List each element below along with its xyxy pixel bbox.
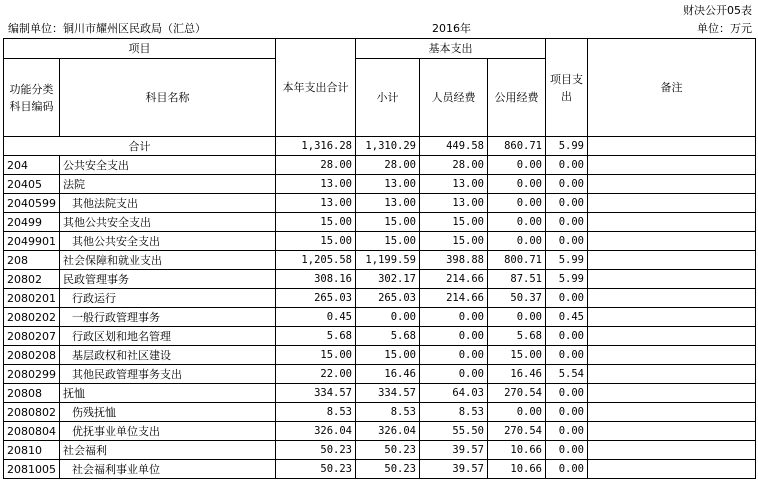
total-cell: 1,316.28 (276, 137, 356, 156)
remarks-cell (588, 175, 756, 194)
remarks-cell (588, 194, 756, 213)
remarks-cell (588, 422, 756, 441)
currency-unit: 单位：万元 (697, 22, 752, 35)
project-cell: 0.00 (546, 384, 588, 403)
public-cell: 16.46 (488, 365, 546, 384)
table-row (4, 460, 756, 479)
total-cell: 13.00 (276, 175, 356, 194)
report-year: 2016年 (432, 22, 471, 35)
subtotal-cell: 265.03 (356, 289, 420, 308)
header-project: 项目 (4, 39, 276, 59)
remarks-cell (588, 308, 756, 327)
subtotal-cell: 302.17 (356, 270, 420, 289)
code-cell: 20499 (4, 213, 60, 232)
personnel-cell: 0.00 (420, 308, 488, 327)
remarks-cell (588, 346, 756, 365)
table-row (4, 270, 756, 289)
personnel-cell: 39.57 (420, 460, 488, 479)
subtotal-cell: 50.23 (356, 460, 420, 479)
subject-name-cell: 其他公共安全支出 (60, 213, 276, 232)
project-cell: 5.99 (546, 270, 588, 289)
final-accounts-table (3, 38, 756, 479)
total-cell: 13.00 (276, 194, 356, 213)
code-cell: 2040599 (4, 194, 60, 213)
public-cell: 5.68 (488, 327, 546, 346)
total-label: 合计 (4, 137, 276, 156)
personnel-cell: 449.58 (420, 137, 488, 156)
code-cell: 2080208 (4, 346, 60, 365)
project-cell: 0.00 (546, 346, 588, 365)
personnel-cell: 64.03 (420, 384, 488, 403)
project-cell: 0.00 (546, 441, 588, 460)
subject-name-cell: 伤残抚恤 (60, 403, 276, 422)
subtotal-cell: 8.53 (356, 403, 420, 422)
total-cell: 50.23 (276, 460, 356, 479)
project-cell: 5.54 (546, 365, 588, 384)
total-cell: 334.57 (276, 384, 356, 403)
subtotal-cell: 334.57 (356, 384, 420, 403)
total-cell: 326.04 (276, 422, 356, 441)
personnel-cell: 0.00 (420, 365, 488, 384)
public-cell: 50.37 (488, 289, 546, 308)
subtotal-cell: 28.00 (356, 156, 420, 175)
code-cell: 208 (4, 251, 60, 270)
public-cell: 10.66 (488, 441, 546, 460)
project-cell: 0.00 (546, 194, 588, 213)
header-public: 公用经费 (488, 59, 546, 137)
table-row (4, 346, 756, 365)
code-cell: 20808 (4, 384, 60, 403)
subject-name-cell: 法院 (60, 175, 276, 194)
code-cell: 2049901 (4, 232, 60, 251)
personnel-cell: 39.57 (420, 441, 488, 460)
subtotal-cell: 13.00 (356, 194, 420, 213)
public-cell: 0.00 (488, 156, 546, 175)
code-cell: 2080802 (4, 403, 60, 422)
public-cell: 10.66 (488, 460, 546, 479)
project-cell: 0.00 (546, 403, 588, 422)
public-cell: 0.00 (488, 194, 546, 213)
table-row (4, 194, 756, 213)
subject-name-cell: 优抚事业单位支出 (60, 422, 276, 441)
subtotal-cell: 1,199.59 (356, 251, 420, 270)
table-row (4, 232, 756, 251)
code-cell: 2080201 (4, 289, 60, 308)
code-cell: 2080804 (4, 422, 60, 441)
code-cell: 2080207 (4, 327, 60, 346)
code-cell: 2080299 (4, 365, 60, 384)
subtotal-cell: 0.00 (356, 308, 420, 327)
remarks-cell (588, 156, 756, 175)
subtotal-cell: 15.00 (356, 213, 420, 232)
code-cell: 2081005 (4, 460, 60, 479)
subject-name-cell: 抚恤 (60, 384, 276, 403)
public-cell: 800.71 (488, 251, 546, 270)
personnel-cell: 13.00 (420, 175, 488, 194)
project-cell: 0.00 (546, 327, 588, 346)
table-row (4, 441, 756, 460)
total-cell: 308.16 (276, 270, 356, 289)
total-cell: 50.23 (276, 441, 356, 460)
subtotal-cell: 15.00 (356, 232, 420, 251)
subject-name-cell: 其他民政管理事务支出 (60, 365, 276, 384)
header-total: 本年支出合计 (276, 39, 356, 137)
total-row (4, 137, 756, 156)
public-cell: 860.71 (488, 137, 546, 156)
subtotal-cell: 1,310.29 (356, 137, 420, 156)
subtotal-cell: 5.68 (356, 327, 420, 346)
remarks-cell (588, 251, 756, 270)
project-cell: 0.00 (546, 460, 588, 479)
compiling-unit: 编制单位：铜川市耀州区民政局（汇总） (8, 22, 206, 35)
form-id: 财决公开05表 (683, 4, 752, 17)
personnel-cell: 398.88 (420, 251, 488, 270)
public-cell: 0.00 (488, 308, 546, 327)
code-cell: 20802 (4, 270, 60, 289)
total-cell: 15.00 (276, 346, 356, 365)
subject-name-cell: 社会保障和就业支出 (60, 251, 276, 270)
remarks-cell (588, 213, 756, 232)
remarks-cell (588, 441, 756, 460)
header-subtotal: 小计 (356, 59, 420, 137)
code-cell: 2080202 (4, 308, 60, 327)
subject-name-cell: 其他公共安全支出 (60, 232, 276, 251)
subject-name-cell: 公共安全支出 (60, 156, 276, 175)
public-cell: 0.00 (488, 175, 546, 194)
remarks-cell (588, 365, 756, 384)
public-cell: 270.54 (488, 384, 546, 403)
subject-name-cell: 行政区划和地名管理 (60, 327, 276, 346)
public-cell: 87.51 (488, 270, 546, 289)
project-cell: 0.00 (546, 213, 588, 232)
remarks-cell (588, 460, 756, 479)
personnel-cell: 15.00 (420, 213, 488, 232)
total-cell: 0.45 (276, 308, 356, 327)
project-cell: 5.99 (546, 137, 588, 156)
subject-name-cell: 其他法院支出 (60, 194, 276, 213)
total-cell: 5.68 (276, 327, 356, 346)
header-personnel: 人员经费 (420, 59, 488, 137)
table-row (4, 251, 756, 270)
personnel-cell: 15.00 (420, 232, 488, 251)
subtotal-cell: 16.46 (356, 365, 420, 384)
project-cell: 0.00 (546, 232, 588, 251)
personnel-cell: 0.00 (420, 327, 488, 346)
personnel-cell: 8.53 (420, 403, 488, 422)
personnel-cell: 55.50 (420, 422, 488, 441)
table-row (4, 156, 756, 175)
header-project-expense: 项目支出 (546, 39, 588, 137)
public-cell: 0.00 (488, 232, 546, 251)
code-cell: 20405 (4, 175, 60, 194)
subtotal-cell: 15.00 (356, 346, 420, 365)
subtotal-cell: 50.23 (356, 441, 420, 460)
code-cell: 204 (4, 156, 60, 175)
project-cell: 0.00 (546, 175, 588, 194)
remarks-cell (588, 403, 756, 422)
subtotal-cell: 326.04 (356, 422, 420, 441)
public-cell: 270.54 (488, 422, 546, 441)
public-cell: 0.00 (488, 403, 546, 422)
table-row (4, 327, 756, 346)
remarks-cell (588, 384, 756, 403)
project-cell: 5.99 (546, 251, 588, 270)
personnel-cell: 28.00 (420, 156, 488, 175)
project-cell: 0.00 (546, 422, 588, 441)
subject-name-cell: 社会福利 (60, 441, 276, 460)
remarks-cell (588, 327, 756, 346)
total-cell: 265.03 (276, 289, 356, 308)
project-cell: 0.00 (546, 289, 588, 308)
personnel-cell: 0.00 (420, 346, 488, 365)
total-cell: 22.00 (276, 365, 356, 384)
remarks-cell (588, 270, 756, 289)
table-row (4, 175, 756, 194)
header-remarks: 备注 (588, 39, 756, 137)
table-row (4, 289, 756, 308)
subject-name-cell: 一般行政管理事务 (60, 308, 276, 327)
total-cell: 15.00 (276, 232, 356, 251)
table-row (4, 365, 756, 384)
total-cell: 1,205.58 (276, 251, 356, 270)
project-cell: 0.45 (546, 308, 588, 327)
project-cell: 0.00 (546, 156, 588, 175)
personnel-cell: 13.00 (420, 194, 488, 213)
code-cell: 20810 (4, 441, 60, 460)
subject-name-cell: 行政运行 (60, 289, 276, 308)
header-func-code: 功能分类科目编码 (4, 59, 60, 137)
header-subject-name: 科目名称 (60, 59, 276, 137)
header-basic-expense: 基本支出 (356, 39, 546, 59)
total-cell: 8.53 (276, 403, 356, 422)
total-cell: 15.00 (276, 213, 356, 232)
remarks-cell (588, 137, 756, 156)
total-cell: 28.00 (276, 156, 356, 175)
public-cell: 15.00 (488, 346, 546, 365)
subject-name-cell: 社会福利事业单位 (60, 460, 276, 479)
table-row (4, 308, 756, 327)
personnel-cell: 214.66 (420, 270, 488, 289)
personnel-cell: 214.66 (420, 289, 488, 308)
subtotal-cell: 13.00 (356, 175, 420, 194)
table-row (4, 422, 756, 441)
subject-name-cell: 民政管理事务 (60, 270, 276, 289)
public-cell: 0.00 (488, 213, 546, 232)
remarks-cell (588, 232, 756, 251)
table-row (4, 384, 756, 403)
table-row (4, 213, 756, 232)
subject-name-cell: 基层政权和社区建设 (60, 346, 276, 365)
remarks-cell (588, 289, 756, 308)
table-row (4, 403, 756, 422)
